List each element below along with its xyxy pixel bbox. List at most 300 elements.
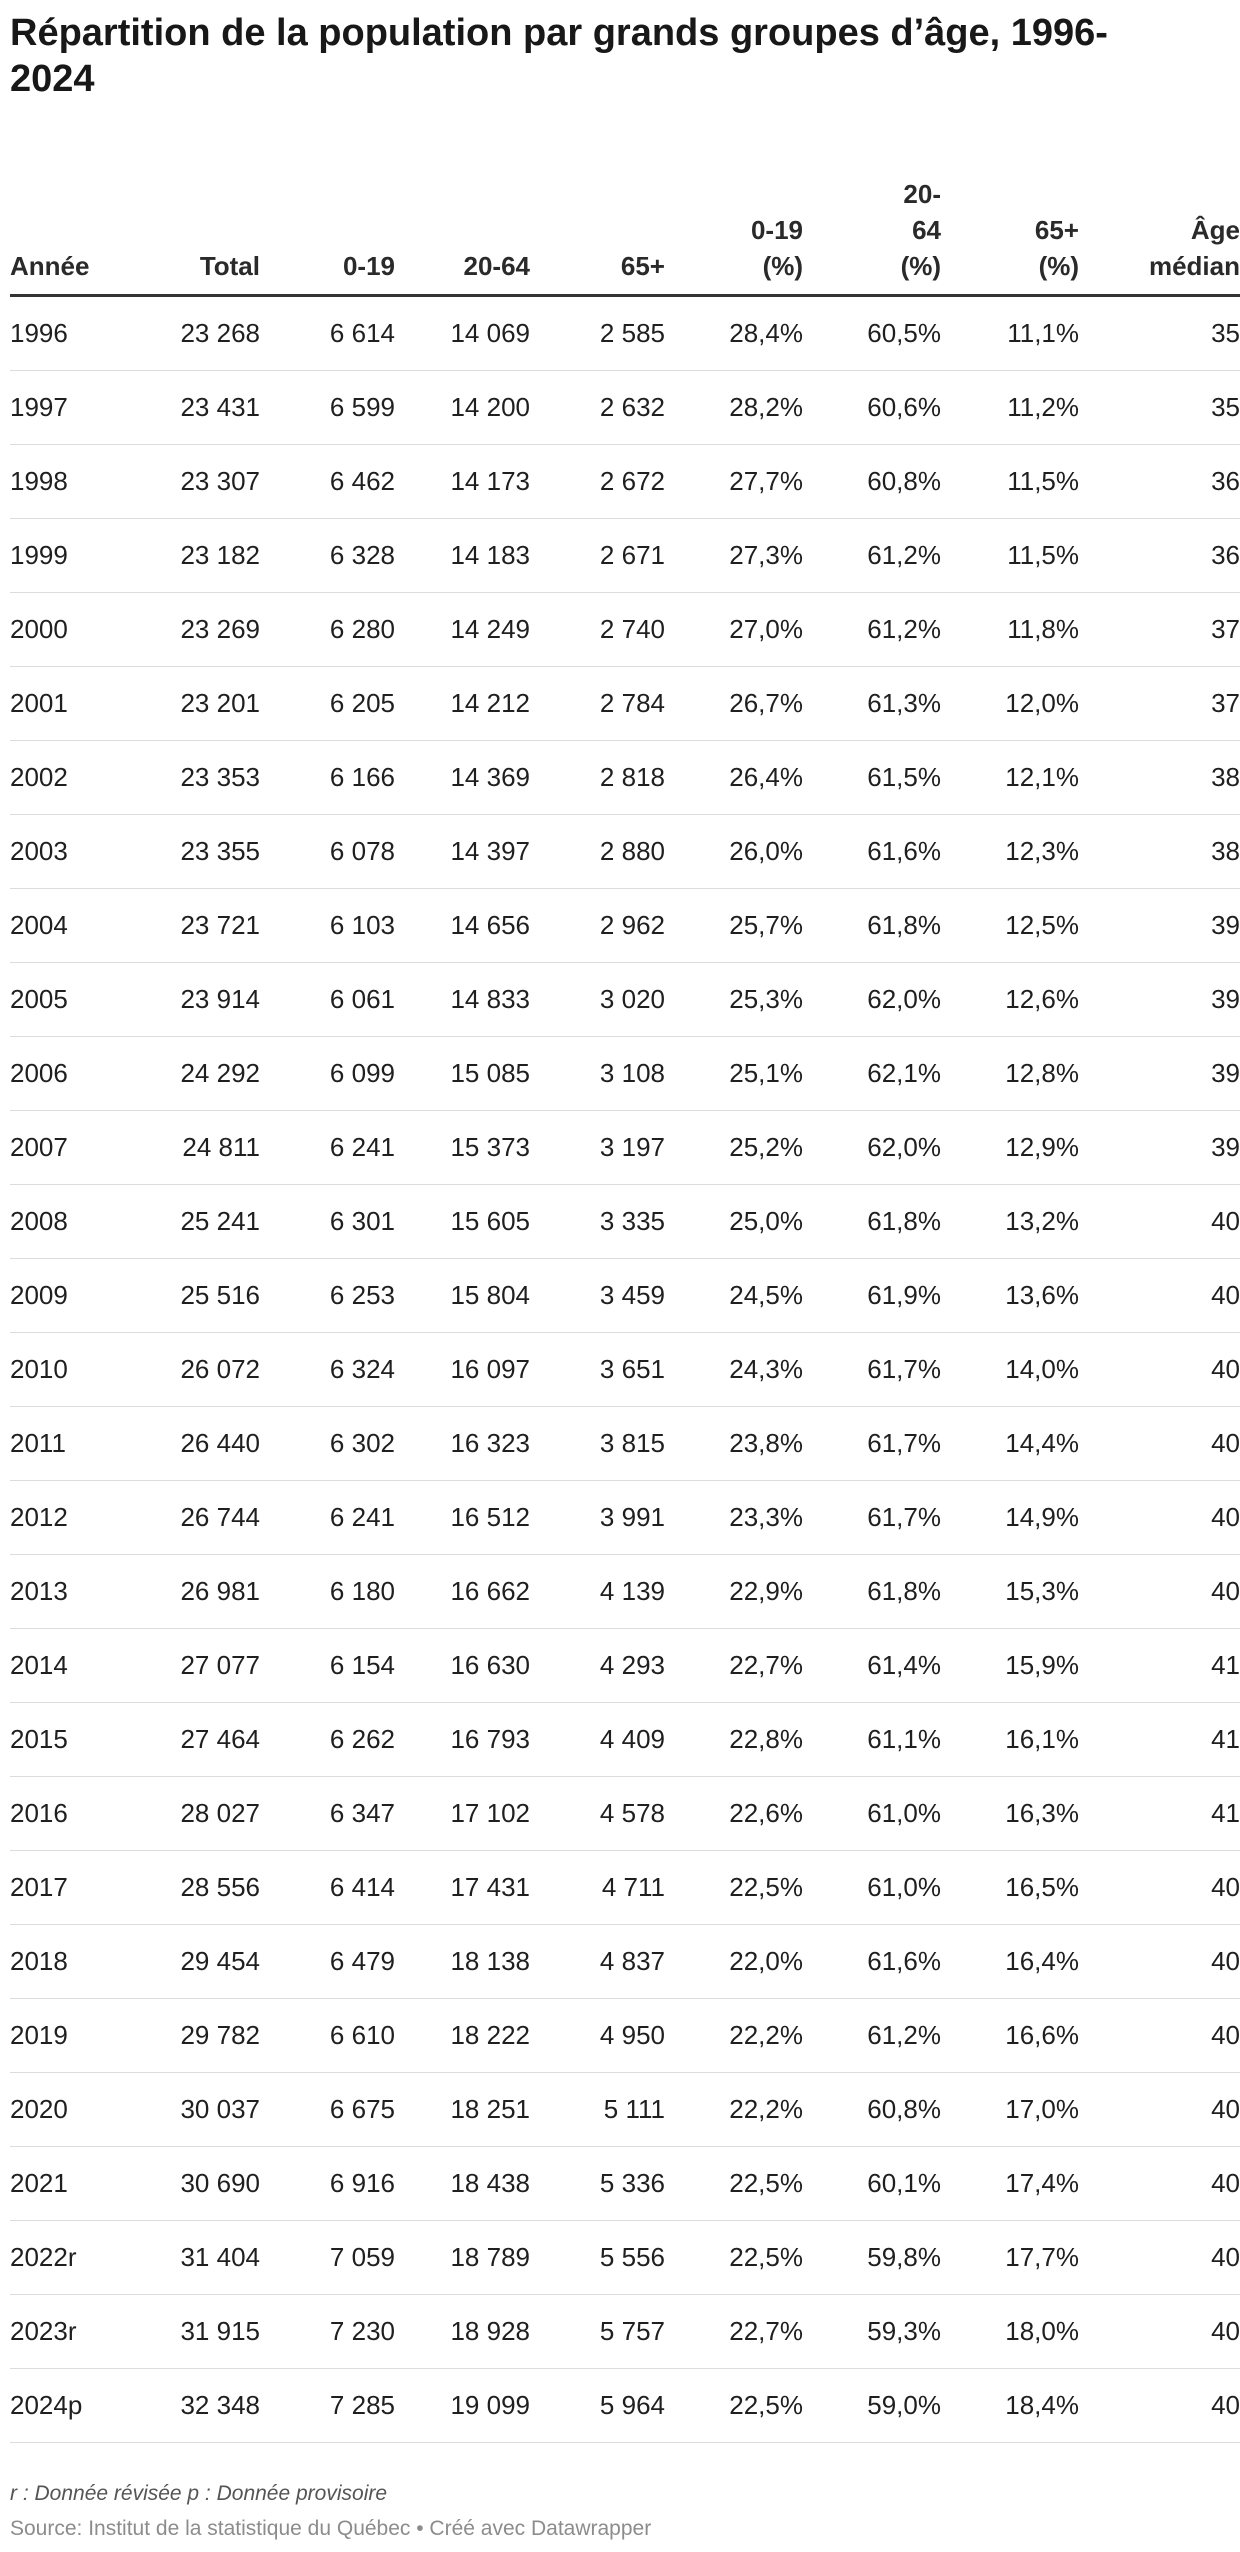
table-cell-g0_19: 6 280 [260, 593, 395, 667]
table-cell-total: 23 307 [145, 445, 260, 519]
table-cell-p65: 13,2% [941, 1185, 1079, 1259]
table-cell-g20_64: 14 200 [395, 371, 530, 445]
table-cell-p20_64: 61,4% [803, 1629, 941, 1703]
table-cell-g0_19: 6 061 [260, 963, 395, 1037]
table-row [10, 2369, 1240, 2443]
table-cell-p20_64: 62,0% [803, 1111, 941, 1185]
table-cell-age_median: 41 [1079, 1629, 1240, 1703]
table-cell-annee: 2006 [10, 1037, 145, 1111]
table-cell-annee: 1998 [10, 445, 145, 519]
table-cell-p20_64: 59,3% [803, 2295, 941, 2369]
table-cell-p0_19: 28,4% [665, 296, 803, 371]
table-cell-total: 25 516 [145, 1259, 260, 1333]
table-cell-g0_19: 6 414 [260, 1851, 395, 1925]
table-row [10, 2073, 1240, 2147]
table-cell-g20_64: 18 928 [395, 2295, 530, 2369]
table-cell-p0_19: 23,8% [665, 1407, 803, 1481]
table-cell-g20_64: 14 249 [395, 593, 530, 667]
table-cell-p20_64: 61,6% [803, 1925, 941, 1999]
table-cell-g65: 4 293 [530, 1629, 665, 1703]
table-cell-p65: 16,3% [941, 1777, 1079, 1851]
table-cell-age_median: 41 [1079, 1703, 1240, 1777]
table-cell-age_median: 40 [1079, 1999, 1240, 2073]
table-cell-p0_19: 26,7% [665, 667, 803, 741]
table-cell-g0_19: 6 610 [260, 1999, 395, 2073]
table-cell-total: 28 027 [145, 1777, 260, 1851]
table-cell-g65: 5 964 [530, 2369, 665, 2443]
table-cell-p0_19: 24,5% [665, 1259, 803, 1333]
table-cell-annee: 2020 [10, 2073, 145, 2147]
table-cell-p20_64: 61,3% [803, 667, 941, 741]
table-cell-p20_64: 61,0% [803, 1851, 941, 1925]
table-cell-total: 23 353 [145, 741, 260, 815]
table-cell-age_median: 40 [1079, 1185, 1240, 1259]
table-cell-g65: 4 950 [530, 1999, 665, 2073]
table-cell-p0_19: 22,5% [665, 2369, 803, 2443]
table-row [10, 1037, 1240, 1111]
table-row [10, 593, 1240, 667]
table-row [10, 1259, 1240, 1333]
table-cell-p0_19: 23,3% [665, 1481, 803, 1555]
table-cell-total: 24 811 [145, 1111, 260, 1185]
table-cell-g20_64: 14 397 [395, 815, 530, 889]
table-row [10, 371, 1240, 445]
table-cell-g65: 5 757 [530, 2295, 665, 2369]
table-cell-g0_19: 6 154 [260, 1629, 395, 1703]
table-cell-p20_64: 61,2% [803, 519, 941, 593]
table-cell-g20_64: 17 102 [395, 1777, 530, 1851]
table-cell-g0_19: 6 347 [260, 1777, 395, 1851]
table-cell-g0_19: 6 324 [260, 1333, 395, 1407]
table-cell-p65: 11,8% [941, 593, 1079, 667]
table-cell-g0_19: 6 241 [260, 1111, 395, 1185]
table-cell-total: 23 914 [145, 963, 260, 1037]
table-cell-p20_64: 61,2% [803, 1999, 941, 2073]
table-cell-total: 23 268 [145, 296, 260, 371]
table-cell-age_median: 39 [1079, 963, 1240, 1037]
table-cell-total: 30 037 [145, 2073, 260, 2147]
column-header-p20_64[interactable]: 20- 64 (%) [803, 160, 941, 296]
column-header-total[interactable]: Total [145, 160, 260, 296]
table-cell-g0_19: 7 285 [260, 2369, 395, 2443]
table-cell-g20_64: 18 789 [395, 2221, 530, 2295]
column-header-g0_19[interactable]: 0-19 [260, 160, 395, 296]
table-cell-age_median: 36 [1079, 519, 1240, 593]
table-cell-age_median: 40 [1079, 2147, 1240, 2221]
table-cell-annee: 2017 [10, 1851, 145, 1925]
table-cell-g65: 5 336 [530, 2147, 665, 2221]
table-cell-age_median: 40 [1079, 1555, 1240, 1629]
column-header-annee[interactable]: Année [10, 160, 145, 296]
table-cell-g0_19: 7 059 [260, 2221, 395, 2295]
table-cell-p20_64: 62,0% [803, 963, 941, 1037]
table-cell-total: 28 556 [145, 1851, 260, 1925]
table-body [10, 296, 1240, 2443]
table-cell-total: 26 981 [145, 1555, 260, 1629]
table-cell-p65: 11,2% [941, 371, 1079, 445]
table-cell-annee: 2010 [10, 1333, 145, 1407]
table-cell-g65: 2 671 [530, 519, 665, 593]
chart-title [10, 10, 1210, 102]
table-cell-p0_19: 22,7% [665, 1629, 803, 1703]
table-cell-p65: 12,3% [941, 815, 1079, 889]
table-cell-p0_19: 27,0% [665, 593, 803, 667]
table-cell-p20_64: 59,0% [803, 2369, 941, 2443]
table-cell-p65: 14,0% [941, 1333, 1079, 1407]
table-cell-g20_64: 19 099 [395, 2369, 530, 2443]
table-cell-p20_64: 60,6% [803, 371, 941, 445]
table-cell-total: 23 355 [145, 815, 260, 889]
table-cell-g20_64: 14 833 [395, 963, 530, 1037]
table-cell-p20_64: 61,7% [803, 1333, 941, 1407]
table-cell-g65: 2 818 [530, 741, 665, 815]
table-row [10, 1999, 1240, 2073]
table-cell-g20_64: 15 605 [395, 1185, 530, 1259]
table-cell-g20_64: 18 138 [395, 1925, 530, 1999]
table-cell-annee: 2007 [10, 1111, 145, 1185]
table-cell-g0_19: 6 599 [260, 371, 395, 445]
column-header-g20_64[interactable]: 20-64 [395, 160, 530, 296]
table-cell-p65: 11,1% [941, 296, 1079, 371]
table-cell-annee: 2009 [10, 1259, 145, 1333]
table-row [10, 1407, 1240, 1481]
table-cell-annee: 2002 [10, 741, 145, 815]
table-cell-p0_19: 26,0% [665, 815, 803, 889]
table-cell-p0_19: 22,7% [665, 2295, 803, 2369]
table-cell-age_median: 36 [1079, 445, 1240, 519]
table-cell-age_median: 41 [1079, 1777, 1240, 1851]
table-cell-annee: 1999 [10, 519, 145, 593]
table-cell-total: 23 201 [145, 667, 260, 741]
table-cell-p65: 12,8% [941, 1037, 1079, 1111]
table-cell-age_median: 35 [1079, 296, 1240, 371]
table-cell-g65: 2 962 [530, 889, 665, 963]
table-row [10, 667, 1240, 741]
table-cell-p0_19: 28,2% [665, 371, 803, 445]
table-cell-g20_64: 15 373 [395, 1111, 530, 1185]
table-cell-p20_64: 60,8% [803, 445, 941, 519]
table-cell-g65: 2 632 [530, 371, 665, 445]
table-row [10, 741, 1240, 815]
table-cell-g0_19: 6 078 [260, 815, 395, 889]
column-header-age_median[interactable]: Âge médian [1079, 160, 1240, 296]
table-cell-g65: 3 991 [530, 1481, 665, 1555]
table-cell-p0_19: 22,0% [665, 1925, 803, 1999]
table-cell-g0_19: 6 253 [260, 1259, 395, 1333]
table-cell-g20_64: 18 222 [395, 1999, 530, 2073]
table-cell-annee: 2018 [10, 1925, 145, 1999]
table-cell-g0_19: 6 916 [260, 2147, 395, 2221]
table-cell-p20_64: 59,8% [803, 2221, 941, 2295]
table-cell-p20_64: 61,8% [803, 889, 941, 963]
table-cell-g65: 3 335 [530, 1185, 665, 1259]
column-header-p65[interactable]: 65+ (%) [941, 160, 1079, 296]
table-cell-g0_19: 6 301 [260, 1185, 395, 1259]
table-cell-p65: 16,4% [941, 1925, 1079, 1999]
table-cell-g65: 4 837 [530, 1925, 665, 1999]
table-cell-total: 29 782 [145, 1999, 260, 2073]
table-cell-annee: 2015 [10, 1703, 145, 1777]
table-cell-g65: 5 111 [530, 2073, 665, 2147]
table-cell-g65: 2 672 [530, 445, 665, 519]
table-cell-annee: 2013 [10, 1555, 145, 1629]
table-cell-p0_19: 22,5% [665, 1851, 803, 1925]
table-cell-p20_64: 61,1% [803, 1703, 941, 1777]
table-row [10, 1333, 1240, 1407]
table-cell-age_median: 39 [1079, 889, 1240, 963]
table-row [10, 2295, 1240, 2369]
table-cell-age_median: 40 [1079, 1407, 1240, 1481]
table-cell-g65: 2 740 [530, 593, 665, 667]
table-row [10, 1481, 1240, 1555]
table-cell-g0_19: 6 166 [260, 741, 395, 815]
table-cell-g20_64: 15 085 [395, 1037, 530, 1111]
table-cell-p0_19: 22,2% [665, 2073, 803, 2147]
table-cell-p20_64: 60,1% [803, 2147, 941, 2221]
column-header-g65[interactable]: 65+ [530, 160, 665, 296]
table-cell-p0_19: 25,2% [665, 1111, 803, 1185]
table-cell-g20_64: 18 438 [395, 2147, 530, 2221]
table-cell-g0_19: 7 230 [260, 2295, 395, 2369]
table-cell-annee: 2022r [10, 2221, 145, 2295]
table-cell-p0_19: 22,8% [665, 1703, 803, 1777]
table-cell-age_median: 40 [1079, 1925, 1240, 1999]
table-cell-p0_19: 26,4% [665, 741, 803, 815]
table-cell-g65: 5 556 [530, 2221, 665, 2295]
table-cell-p20_64: 60,8% [803, 2073, 941, 2147]
table-row [10, 1629, 1240, 1703]
chart-title-line-1: Répartition de la population par grands groupes d’âge, 1996- [10, 12, 1108, 54]
table-cell-age_median: 38 [1079, 741, 1240, 815]
table-cell-p65: 17,0% [941, 2073, 1079, 2147]
table-cell-g20_64: 16 630 [395, 1629, 530, 1703]
table-cell-age_median: 40 [1079, 2295, 1240, 2369]
table-cell-annee: 2023r [10, 2295, 145, 2369]
table-cell-p20_64: 61,8% [803, 1185, 941, 1259]
table-cell-total: 23 182 [145, 519, 260, 593]
table-cell-g65: 2 880 [530, 815, 665, 889]
table-cell-g20_64: 14 656 [395, 889, 530, 963]
table-cell-p0_19: 22,6% [665, 1777, 803, 1851]
table-cell-p20_64: 61,6% [803, 815, 941, 889]
table-cell-p20_64: 61,0% [803, 1777, 941, 1851]
table-row [10, 1185, 1240, 1259]
chart-title-line-2: 2024 [10, 58, 95, 100]
table-cell-p20_64: 61,7% [803, 1407, 941, 1481]
table-cell-annee: 2004 [10, 889, 145, 963]
table-cell-annee: 2008 [10, 1185, 145, 1259]
table-cell-p0_19: 25,0% [665, 1185, 803, 1259]
table-cell-total: 29 454 [145, 1925, 260, 1999]
table-row [10, 1925, 1240, 1999]
table-cell-age_median: 40 [1079, 1259, 1240, 1333]
table-cell-age_median: 39 [1079, 1111, 1240, 1185]
table-cell-total: 31 915 [145, 2295, 260, 2369]
data-table-container[interactable] [0, 160, 1240, 2443]
table-cell-g0_19: 6 180 [260, 1555, 395, 1629]
table-row [10, 963, 1240, 1037]
table-cell-p20_64: 61,9% [803, 1259, 941, 1333]
table-cell-age_median: 39 [1079, 1037, 1240, 1111]
table-cell-annee: 2019 [10, 1999, 145, 2073]
table-row [10, 296, 1240, 371]
table-cell-p65: 12,5% [941, 889, 1079, 963]
table-cell-g20_64: 16 097 [395, 1333, 530, 1407]
table-cell-p20_64: 62,1% [803, 1037, 941, 1111]
table-cell-g0_19: 6 328 [260, 519, 395, 593]
table-row [10, 2221, 1240, 2295]
table-row [10, 1777, 1240, 1851]
table-cell-g0_19: 6 675 [260, 2073, 395, 2147]
table-cell-p0_19: 27,7% [665, 445, 803, 519]
table-cell-p65: 18,4% [941, 2369, 1079, 2443]
table-cell-age_median: 40 [1079, 1851, 1240, 1925]
table-cell-p65: 16,5% [941, 1851, 1079, 1925]
table-cell-g20_64: 14 369 [395, 741, 530, 815]
table-cell-g0_19: 6 479 [260, 1925, 395, 1999]
table-cell-annee: 2024p [10, 2369, 145, 2443]
table-cell-p65: 12,0% [941, 667, 1079, 741]
table-cell-g20_64: 16 793 [395, 1703, 530, 1777]
table-cell-p0_19: 22,2% [665, 1999, 803, 2073]
table-cell-annee: 2011 [10, 1407, 145, 1481]
table-cell-total: 30 690 [145, 2147, 260, 2221]
table-cell-p0_19: 27,3% [665, 519, 803, 593]
table-cell-p65: 11,5% [941, 519, 1079, 593]
table-cell-g65: 4 139 [530, 1555, 665, 1629]
table-cell-annee: 2005 [10, 963, 145, 1037]
table-cell-g65: 3 020 [530, 963, 665, 1037]
table-cell-g65: 3 651 [530, 1333, 665, 1407]
table-cell-g65: 2 784 [530, 667, 665, 741]
table-cell-p65: 16,1% [941, 1703, 1079, 1777]
table-cell-age_median: 40 [1079, 2073, 1240, 2147]
table-cell-total: 23 721 [145, 889, 260, 963]
table-cell-p65: 15,3% [941, 1555, 1079, 1629]
source-line: Source: Institut de la statistique du Québec • Créé avec Datawrapper [10, 2517, 652, 2540]
table-cell-total: 25 241 [145, 1185, 260, 1259]
table-cell-g0_19: 6 103 [260, 889, 395, 963]
table-cell-p65: 14,9% [941, 1481, 1079, 1555]
table-cell-total: 26 744 [145, 1481, 260, 1555]
table-cell-g20_64: 14 069 [395, 296, 530, 371]
table-cell-g20_64: 17 431 [395, 1851, 530, 1925]
table-cell-annee: 2001 [10, 667, 145, 741]
table-cell-annee: 2012 [10, 1481, 145, 1555]
table-cell-total: 26 072 [145, 1333, 260, 1407]
table-row [10, 2147, 1240, 2221]
table-cell-g65: 3 108 [530, 1037, 665, 1111]
table-cell-g65: 3 459 [530, 1259, 665, 1333]
table-cell-annee: 1996 [10, 296, 145, 371]
table-cell-g65: 3 197 [530, 1111, 665, 1185]
table-cell-g20_64: 14 212 [395, 667, 530, 741]
table-cell-g20_64: 14 173 [395, 445, 530, 519]
table-cell-p20_64: 61,5% [803, 741, 941, 815]
table-cell-total: 23 269 [145, 593, 260, 667]
table-cell-p0_19: 24,3% [665, 1333, 803, 1407]
table-cell-g65: 3 815 [530, 1407, 665, 1481]
table-cell-annee: 1997 [10, 371, 145, 445]
table-cell-age_median: 40 [1079, 2221, 1240, 2295]
table-row [10, 815, 1240, 889]
table-cell-g0_19: 6 205 [260, 667, 395, 741]
table-cell-p0_19: 25,1% [665, 1037, 803, 1111]
table-cell-p20_64: 61,8% [803, 1555, 941, 1629]
table-cell-g0_19: 6 262 [260, 1703, 395, 1777]
table-cell-p65: 17,7% [941, 2221, 1079, 2295]
table-cell-total: 24 292 [145, 1037, 260, 1111]
column-header-p0_19[interactable]: 0-19 (%) [665, 160, 803, 296]
table-cell-age_median: 35 [1079, 371, 1240, 445]
table-row [10, 1703, 1240, 1777]
table-cell-g20_64: 18 251 [395, 2073, 530, 2147]
table-cell-g65: 4 711 [530, 1851, 665, 1925]
table-cell-total: 27 077 [145, 1629, 260, 1703]
table-cell-p65: 17,4% [941, 2147, 1079, 2221]
table-cell-p0_19: 22,5% [665, 2221, 803, 2295]
table-cell-g0_19: 6 099 [260, 1037, 395, 1111]
data-table [10, 160, 1240, 2443]
table-header-row [10, 160, 1240, 296]
table-cell-p65: 12,1% [941, 741, 1079, 815]
table-cell-p65: 12,6% [941, 963, 1079, 1037]
table-cell-total: 27 464 [145, 1703, 260, 1777]
table-cell-p65: 14,4% [941, 1407, 1079, 1481]
table-cell-age_median: 38 [1079, 815, 1240, 889]
table-row [10, 1851, 1240, 1925]
table-row [10, 1111, 1240, 1185]
table-cell-annee: 2021 [10, 2147, 145, 2221]
table-cell-g0_19: 6 302 [260, 1407, 395, 1481]
table-cell-g65: 4 409 [530, 1703, 665, 1777]
table-cell-annee: 2014 [10, 1629, 145, 1703]
table-cell-g0_19: 6 614 [260, 296, 395, 371]
table-cell-g20_64: 16 662 [395, 1555, 530, 1629]
table-cell-age_median: 37 [1079, 667, 1240, 741]
table-cell-p0_19: 22,5% [665, 2147, 803, 2221]
table-cell-p0_19: 25,3% [665, 963, 803, 1037]
table-cell-p65: 12,9% [941, 1111, 1079, 1185]
table-cell-g65: 2 585 [530, 296, 665, 371]
table-cell-p65: 15,9% [941, 1629, 1079, 1703]
table-cell-p65: 11,5% [941, 445, 1079, 519]
table-cell-p65: 16,6% [941, 1999, 1079, 2073]
table-cell-g20_64: 16 323 [395, 1407, 530, 1481]
table-row [10, 889, 1240, 963]
table-cell-g20_64: 15 804 [395, 1259, 530, 1333]
table-cell-g0_19: 6 462 [260, 445, 395, 519]
table-cell-annee: 2003 [10, 815, 145, 889]
table-cell-p20_64: 61,7% [803, 1481, 941, 1555]
table-row [10, 445, 1240, 519]
footnote: r : Donnée révisée p : Donnée provisoire [10, 2482, 388, 2505]
table-cell-age_median: 40 [1079, 2369, 1240, 2443]
table-cell-annee: 2016 [10, 1777, 145, 1851]
table-cell-p65: 18,0% [941, 2295, 1079, 2369]
table-cell-age_median: 40 [1079, 1333, 1240, 1407]
table-cell-age_median: 37 [1079, 593, 1240, 667]
table-row [10, 519, 1240, 593]
table-cell-g65: 4 578 [530, 1777, 665, 1851]
table-cell-g0_19: 6 241 [260, 1481, 395, 1555]
table-cell-total: 23 431 [145, 371, 260, 445]
table-cell-p0_19: 25,7% [665, 889, 803, 963]
table-cell-p20_64: 60,5% [803, 296, 941, 371]
table-cell-total: 32 348 [145, 2369, 260, 2443]
table-cell-annee: 2000 [10, 593, 145, 667]
table-cell-p20_64: 61,2% [803, 593, 941, 667]
